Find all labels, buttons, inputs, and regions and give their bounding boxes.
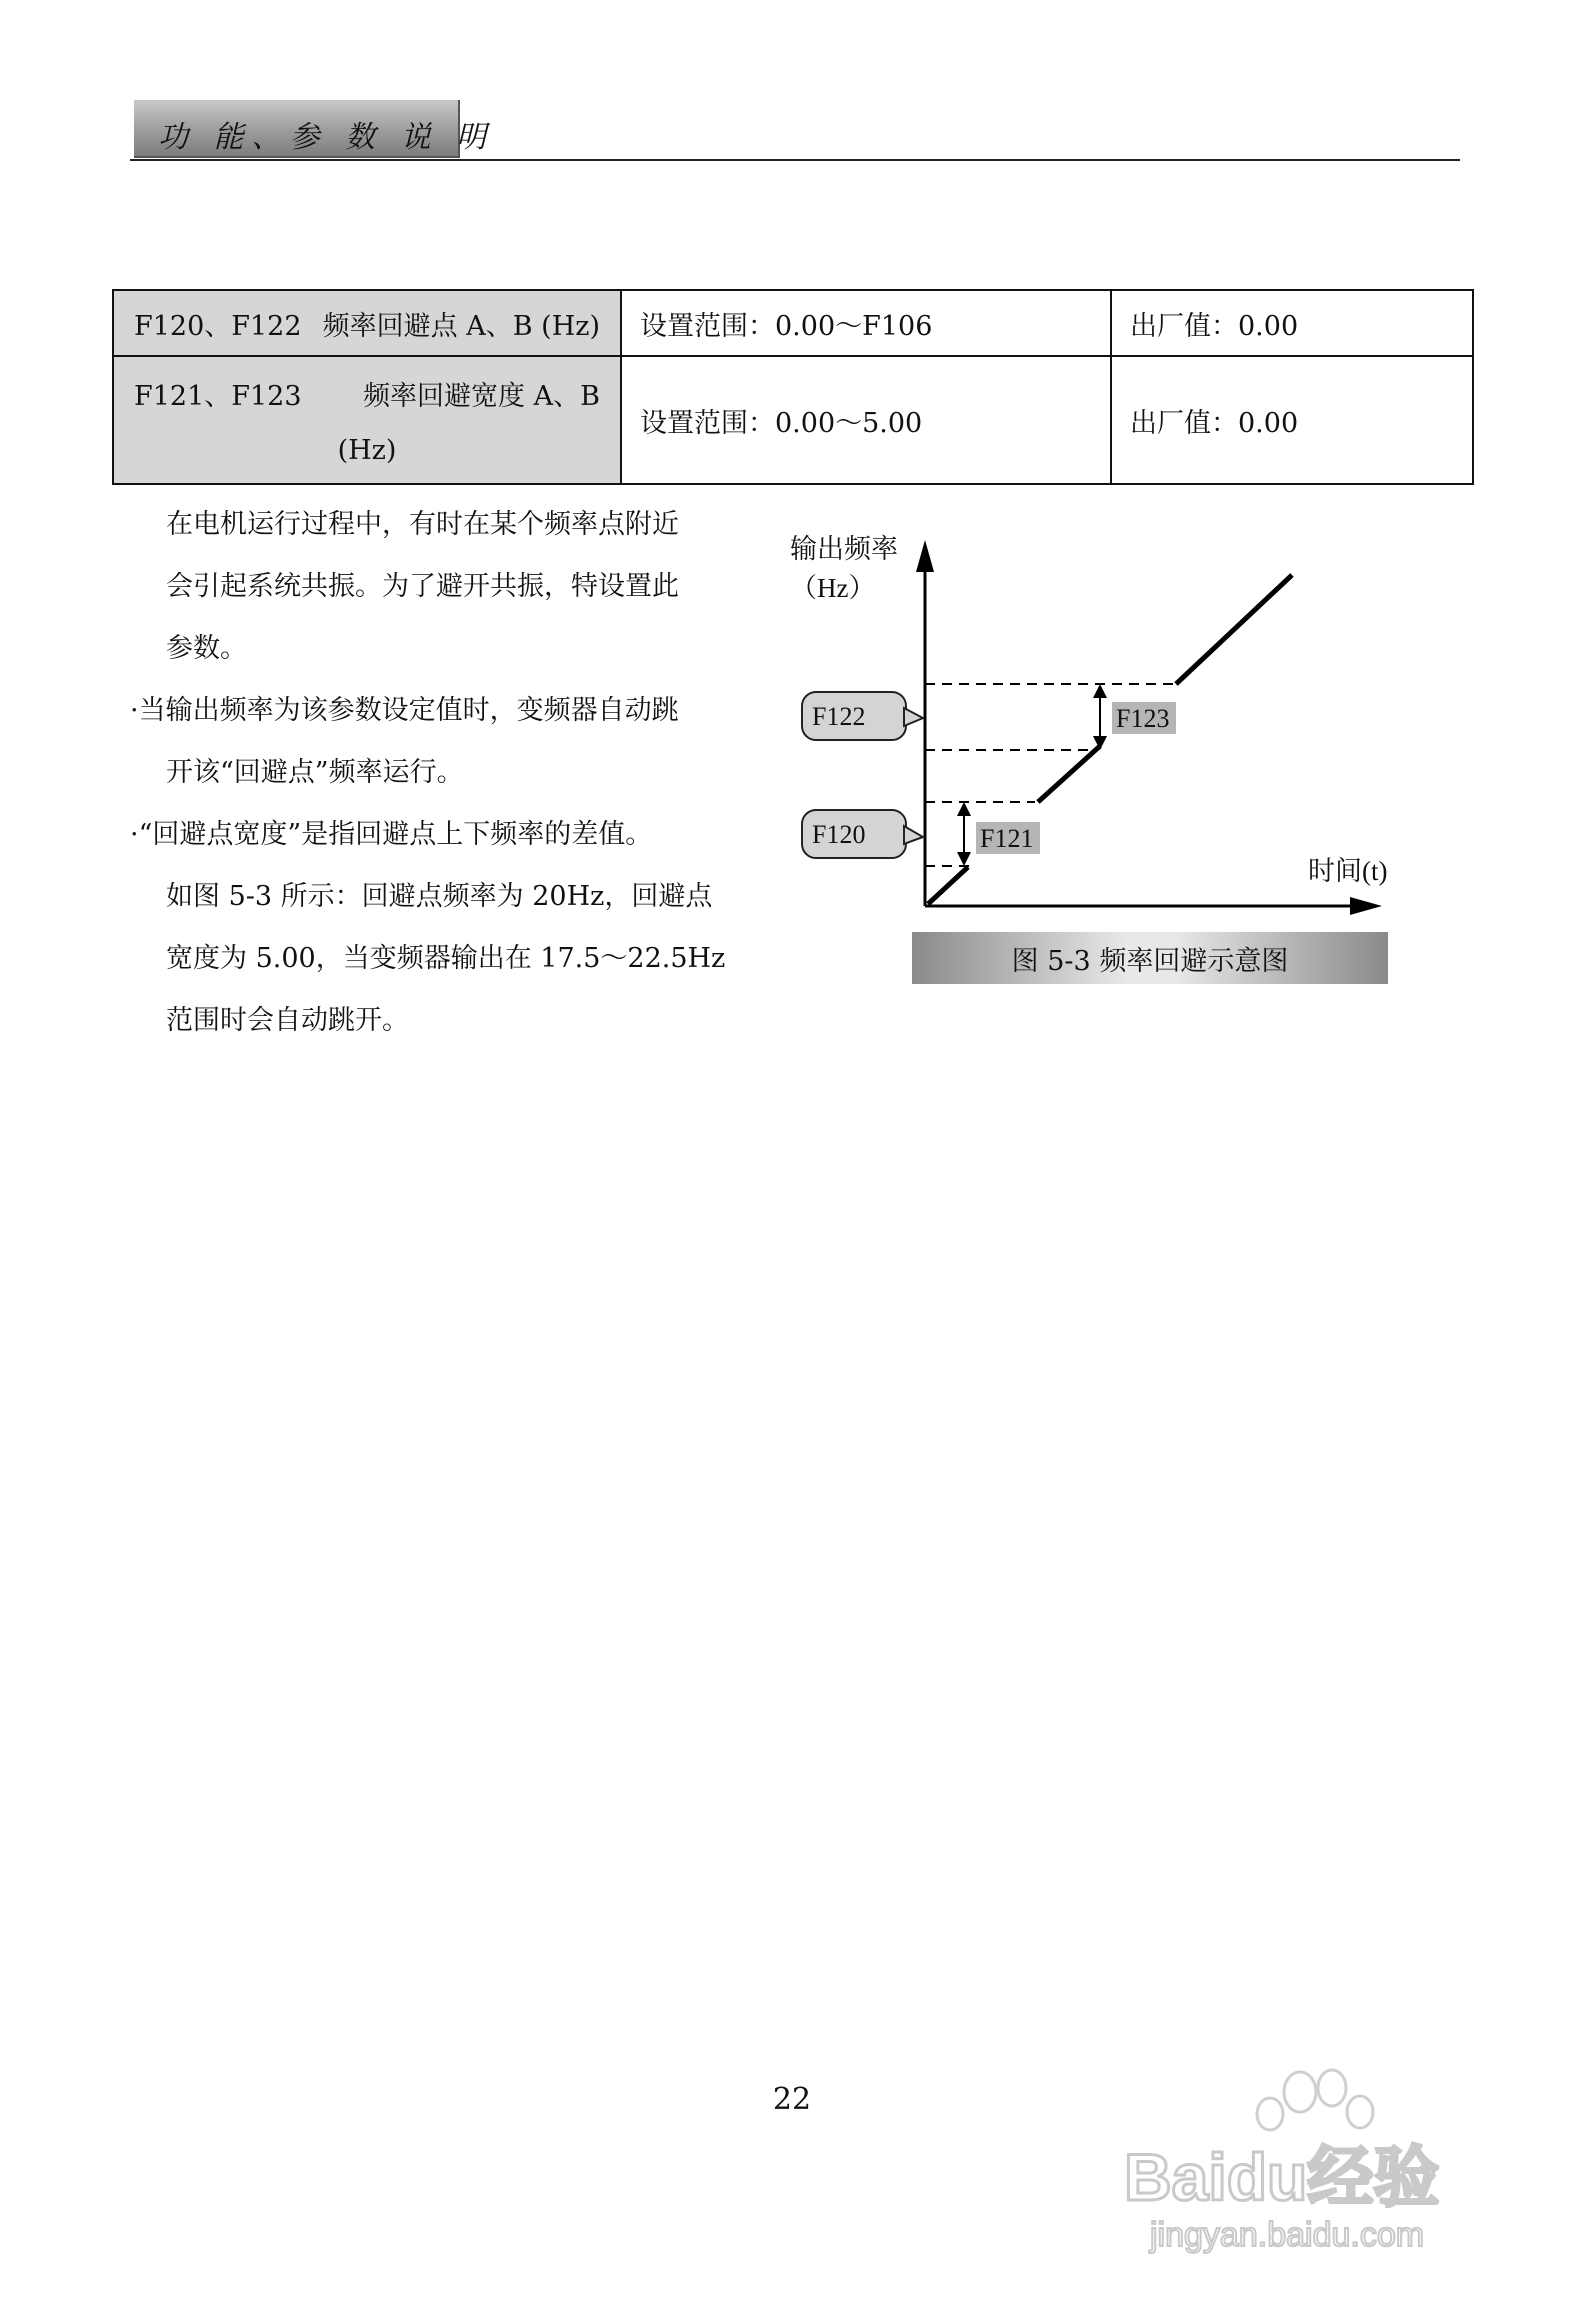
param-range: 设置范围：0.00～F106	[621, 290, 1111, 356]
y-axis-label: 输出频率	[790, 534, 898, 564]
watermark-brand: Baidu经验	[1124, 2140, 1440, 2214]
body-text	[130, 494, 760, 1052]
f123-label: F123	[1116, 704, 1170, 733]
param-codes: F121、F123	[134, 381, 302, 412]
baidu-watermark	[1110, 2050, 1490, 2260]
frequency-skip-diagram	[790, 530, 1420, 990]
section-title: 功 能、参 数 说 明	[158, 120, 495, 155]
body-line: ·当输出频率为该参数设定值时，变频器自动跳	[130, 695, 679, 726]
frequency-segment	[928, 867, 968, 904]
parameter-table	[112, 289, 1474, 485]
body-line: 在电机运行过程中，有时在某个频率点附近	[166, 509, 679, 540]
param-default: 出厂值：0.00	[1111, 356, 1473, 484]
f121-width-arrow	[957, 802, 971, 866]
figure-caption: 图 5-3 频率回避示意图	[912, 932, 1388, 984]
param-default: 出厂值：0.00	[1111, 290, 1473, 356]
y-axis-arrow	[916, 540, 934, 572]
param-range: 设置范围：0.00～5.00	[621, 356, 1111, 484]
f120-callout	[802, 810, 923, 858]
param-name-unit: (Hz)	[337, 435, 397, 466]
body-line: 范围时会自动跳开。	[166, 1005, 409, 1036]
body-line: 开该“回避点”频率运行。	[166, 757, 464, 788]
param-codes: F120、F122	[134, 310, 302, 342]
frequency-segment	[1038, 746, 1100, 802]
f122-callout-label: F122	[812, 702, 866, 731]
section-header-tab	[134, 100, 495, 158]
body-line: 宽度为 5.00，当变频器输出在 17.5～22.5Hz	[166, 943, 726, 974]
header-rule	[130, 159, 1460, 161]
f121-label: F121	[980, 824, 1034, 853]
f120-callout-label: F120	[812, 820, 866, 849]
body-line: 会引起系统共振。为了避开共振，特设置此	[166, 571, 679, 602]
body-line: 如图 5-3 所示：回避点频率为 20Hz，回避点	[166, 881, 713, 912]
y-axis-unit: （Hz）	[790, 573, 876, 603]
paw-icon	[1257, 2070, 1373, 2130]
param-name: 频率回避宽度 A、B	[363, 381, 600, 412]
watermark-url: jingyan.baidu.com	[1150, 2216, 1425, 2254]
body-line: ·“回避点宽度”是指回避点上下频率的差值。	[130, 819, 653, 850]
table-row	[113, 290, 1473, 356]
page-number: 22	[772, 2082, 812, 2117]
x-axis-label: 时间(t)	[1308, 856, 1388, 886]
f122-callout	[802, 692, 923, 740]
x-axis-arrow	[1350, 897, 1382, 915]
param-name-cell	[113, 290, 621, 356]
table-row	[113, 356, 1473, 484]
param-name-cell	[113, 356, 621, 484]
body-line: 参数。	[166, 633, 247, 664]
frequency-segment	[1176, 575, 1292, 684]
f123-width-arrow	[1093, 684, 1107, 750]
param-name: 频率回避点 A、B (Hz)	[322, 310, 600, 342]
